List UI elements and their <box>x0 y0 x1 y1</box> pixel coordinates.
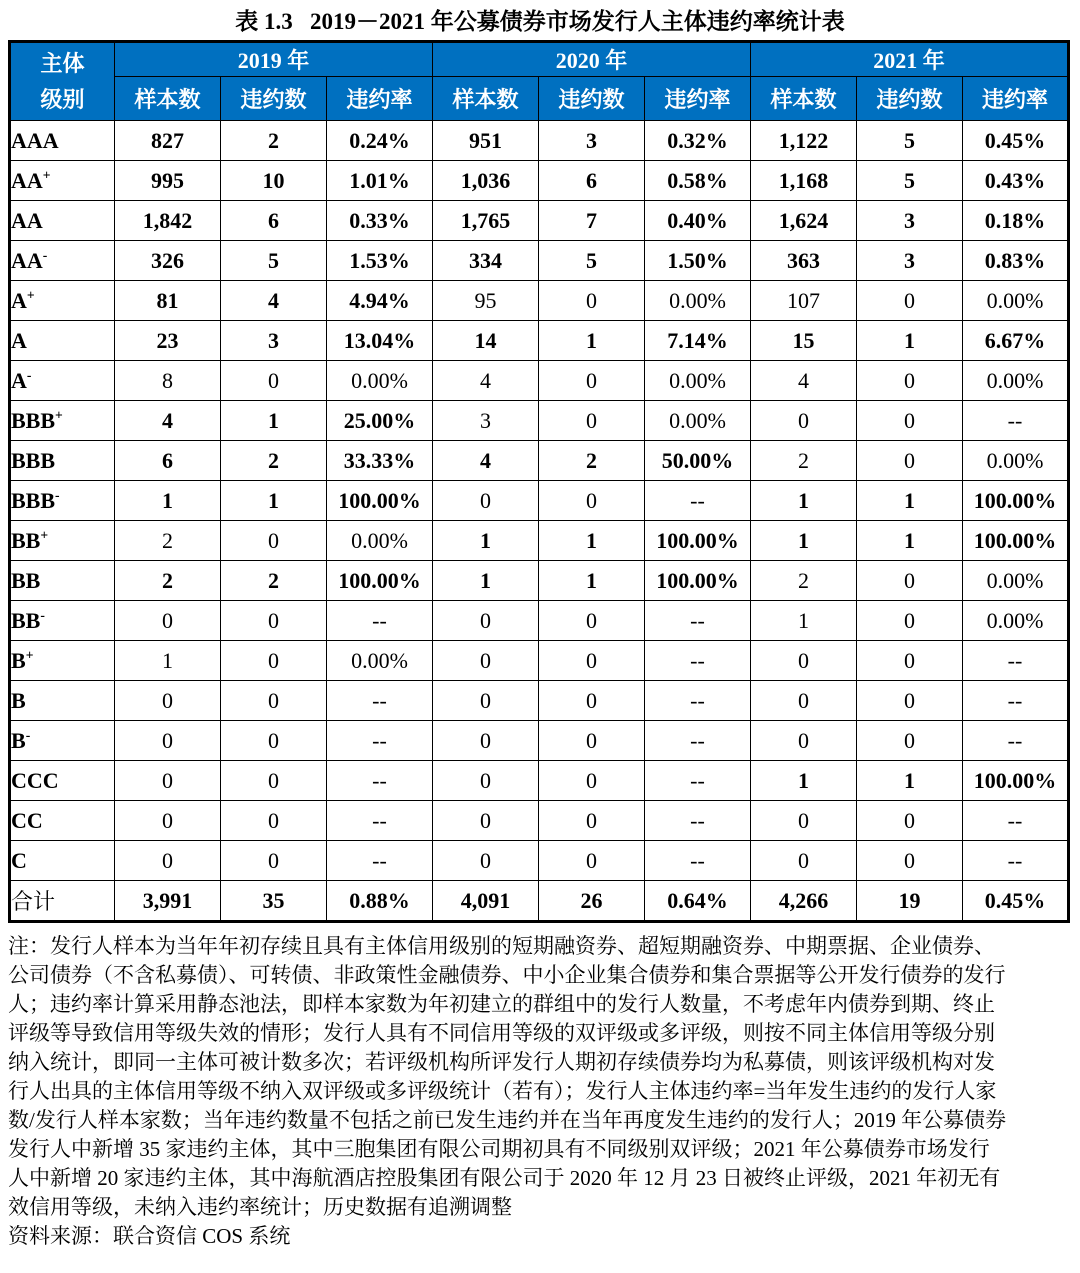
table-row <box>10 641 1069 681</box>
defaults-cell: 1 <box>539 321 645 361</box>
rating-label: CCC <box>10 761 115 801</box>
year-header-2019: 2019 年 <box>115 42 433 77</box>
sample-cell: 0 <box>115 841 221 881</box>
table-row <box>10 361 1069 401</box>
defaults-cell: 2 <box>221 121 327 161</box>
defaults-cell: 0 <box>857 601 963 641</box>
sample-cell: 3 <box>433 401 539 441</box>
default-rate-table <box>8 40 1070 923</box>
rate-cell: 0.00% <box>963 441 1069 481</box>
rate-cell: -- <box>327 761 433 801</box>
sample-cell: 827 <box>115 121 221 161</box>
defaults-cell: 0 <box>221 641 327 681</box>
defaults-cell: 1 <box>539 561 645 601</box>
sample-cell: 23 <box>115 321 221 361</box>
rate-cell: 0.00% <box>645 361 751 401</box>
table-row <box>10 201 1069 241</box>
defaults-cell: 7 <box>539 201 645 241</box>
rating-label: A+ <box>10 281 115 321</box>
level-header-line1: 主体 <box>40 50 85 76</box>
rate-cell: 6.67% <box>963 321 1069 361</box>
rate-cell: 0.00% <box>645 281 751 321</box>
defaults-cell: 0 <box>857 721 963 761</box>
sample-cell: 0 <box>751 801 857 841</box>
rate-cell: 0.33% <box>327 201 433 241</box>
defaults-cell: 2 <box>221 441 327 481</box>
defaults-cell: 6 <box>221 201 327 241</box>
rate-cell: 0.00% <box>645 401 751 441</box>
rate-cell: -- <box>645 721 751 761</box>
note-line: 效信用等级，未纳入违约率统计；历史数据有追溯调整 <box>8 1195 512 1219</box>
rate-cell: -- <box>645 761 751 801</box>
defaults-cell: 19 <box>857 881 963 922</box>
sample-cell: 2 <box>751 441 857 481</box>
sample-cell: 1,765 <box>433 201 539 241</box>
rating-superscript: + <box>40 527 49 543</box>
rate-cell: -- <box>327 801 433 841</box>
sample-cell: 0 <box>433 801 539 841</box>
rate-cell: 7.14% <box>645 321 751 361</box>
sample-cell: 0 <box>115 721 221 761</box>
rating-label: AA- <box>10 241 115 281</box>
rating-superscript: - <box>55 487 60 503</box>
rate-cell: 0.45% <box>963 121 1069 161</box>
rating-label: B+ <box>10 641 115 681</box>
defaults-cell: 0 <box>857 681 963 721</box>
sample-cell: 4 <box>433 441 539 481</box>
rating-label: BB+ <box>10 521 115 561</box>
sample-cell: 326 <box>115 241 221 281</box>
sample-cell: 81 <box>115 281 221 321</box>
rating-label: B <box>10 681 115 721</box>
sample-cell: 2 <box>751 561 857 601</box>
rate-cell: 0.64% <box>645 881 751 922</box>
rate-cell: 0.32% <box>645 121 751 161</box>
defaults-cell: 0 <box>857 641 963 681</box>
defaults-cell: 0 <box>539 641 645 681</box>
sub-column-header: 违约率 <box>327 77 433 121</box>
sub-header-row <box>10 77 1069 121</box>
rate-cell: -- <box>963 401 1069 441</box>
sample-cell: 1,036 <box>433 161 539 201</box>
sample-cell: 0 <box>751 841 857 881</box>
rate-cell: 100.00% <box>645 521 751 561</box>
sample-cell: 0 <box>433 761 539 801</box>
rate-cell: 0.00% <box>327 361 433 401</box>
defaults-cell: 35 <box>221 881 327 922</box>
rate-cell: 0.00% <box>963 601 1069 641</box>
rating-superscript: - <box>42 247 48 263</box>
year-header-row <box>10 42 1069 77</box>
defaults-cell: 0 <box>539 281 645 321</box>
sample-cell: 15 <box>751 321 857 361</box>
sample-cell: 1,624 <box>751 201 857 241</box>
rate-cell: -- <box>645 681 751 721</box>
sample-cell: 0 <box>433 681 539 721</box>
sample-cell: 334 <box>433 241 539 281</box>
sample-cell: 1 <box>115 641 221 681</box>
rating-superscript: + <box>55 407 63 423</box>
rate-cell: 100.00% <box>963 761 1069 801</box>
rate-cell: -- <box>963 641 1069 681</box>
defaults-cell: 1 <box>221 401 327 441</box>
note-line: 公司债券（不含私募债）、可转债、非政策性金融债券、中小企业集合债券和集合票据等公开发行债券的发行 <box>8 963 1006 987</box>
table-row <box>10 321 1069 361</box>
sample-cell: 1,168 <box>751 161 857 201</box>
table-row <box>10 681 1069 721</box>
sample-cell: 3,991 <box>115 881 221 922</box>
rate-cell: 100.00% <box>963 481 1069 521</box>
sub-column-header: 违约率 <box>963 77 1069 121</box>
rate-cell: 4.94% <box>327 281 433 321</box>
defaults-cell: 1 <box>539 521 645 561</box>
rate-cell: 100.00% <box>963 521 1069 561</box>
rating-label: BB <box>10 561 115 601</box>
defaults-cell: 0 <box>221 601 327 641</box>
rate-cell: 0.00% <box>327 521 433 561</box>
defaults-cell: 0 <box>857 561 963 601</box>
rating-label: BB- <box>10 601 115 641</box>
defaults-cell: 5 <box>857 161 963 201</box>
rating-superscript: - <box>25 727 31 743</box>
sample-cell: 107 <box>751 281 857 321</box>
sample-cell: 4 <box>751 361 857 401</box>
rating-superscript: + <box>42 167 51 183</box>
rate-cell: 33.33% <box>327 441 433 481</box>
rate-cell: -- <box>963 681 1069 721</box>
sample-cell: 1,122 <box>751 121 857 161</box>
defaults-cell: 0 <box>539 681 645 721</box>
table-row <box>10 841 1069 881</box>
note-line: 数/发行人样本家数；当年违约数量不包括之前已发生违约并在当年再度发生违约的发行人；2019 年公募债券 <box>8 1108 1007 1132</box>
table-row <box>10 761 1069 801</box>
rate-cell: -- <box>645 801 751 841</box>
rate-cell: 0.00% <box>963 361 1069 401</box>
defaults-cell: 0 <box>857 401 963 441</box>
rating-label: BBB+ <box>10 401 115 441</box>
defaults-cell: 0 <box>221 681 327 721</box>
sample-cell: 4 <box>433 361 539 401</box>
table-title: 表 1.3 2019－2021 年公募债券市场发行人主体违约率统计表 <box>235 9 845 34</box>
sample-cell: 1 <box>433 521 539 561</box>
defaults-cell: 0 <box>539 361 645 401</box>
sample-cell: 8 <box>115 361 221 401</box>
sample-cell: 995 <box>115 161 221 201</box>
rate-cell: 0.58% <box>645 161 751 201</box>
defaults-cell: 0 <box>221 521 327 561</box>
defaults-cell: 0 <box>539 841 645 881</box>
rating-label: A <box>10 321 115 361</box>
rate-cell: -- <box>963 721 1069 761</box>
table-body <box>10 121 1069 922</box>
defaults-cell: 0 <box>539 721 645 761</box>
rating-label: AA+ <box>10 161 115 201</box>
defaults-cell: 0 <box>221 841 327 881</box>
sample-cell: 0 <box>751 641 857 681</box>
defaults-cell: 2 <box>539 441 645 481</box>
rating-label: 合计 <box>10 881 115 922</box>
rating-label: A- <box>10 361 115 401</box>
table-header <box>10 42 1069 121</box>
sample-cell: 1 <box>433 561 539 601</box>
rating-label: C <box>10 841 115 881</box>
sample-cell: 0 <box>433 601 539 641</box>
note-line: 纳入统计，即同一主体可被计数多次；若评级机构所评发行人期初存续债券均为私募债，则该评级机构对发 <box>8 1050 995 1074</box>
sample-cell: 2 <box>115 561 221 601</box>
table-row <box>10 721 1069 761</box>
rate-cell: -- <box>645 841 751 881</box>
defaults-cell: 10 <box>221 161 327 201</box>
sample-cell: 0 <box>115 601 221 641</box>
sample-cell: 0 <box>433 641 539 681</box>
rating-label: BBB <box>10 441 115 481</box>
table-row <box>10 521 1069 561</box>
rating-label: CC <box>10 801 115 841</box>
table-row <box>10 801 1069 841</box>
sample-cell: 1,842 <box>115 201 221 241</box>
defaults-cell: 3 <box>857 241 963 281</box>
rating-label: B- <box>10 721 115 761</box>
level-header-line2: 级别 <box>40 86 85 112</box>
defaults-cell: 5 <box>539 241 645 281</box>
defaults-cell: 5 <box>221 241 327 281</box>
table-row <box>10 601 1069 641</box>
rating-label: AAA <box>10 121 115 161</box>
rate-cell: 100.00% <box>645 561 751 601</box>
defaults-cell: 3 <box>539 121 645 161</box>
sample-cell: 1 <box>751 481 857 521</box>
rating-superscript: + <box>26 287 35 303</box>
sample-cell: 2 <box>115 521 221 561</box>
note-line: 人；违约率计算采用静态池法，即样本家数为年初建立的群组中的发行人数量，不考虑年内债券到期、终止 <box>8 992 995 1016</box>
rate-cell: 0.40% <box>645 201 751 241</box>
table-row <box>10 281 1069 321</box>
defaults-cell: 0 <box>221 761 327 801</box>
sub-column-header: 违约数 <box>221 77 327 121</box>
sample-cell: 951 <box>433 121 539 161</box>
rate-cell: 0.45% <box>963 881 1069 922</box>
defaults-cell: 0 <box>539 601 645 641</box>
defaults-cell: 1 <box>857 521 963 561</box>
rate-cell: -- <box>327 601 433 641</box>
table-note <box>8 932 1072 1222</box>
sample-cell: 6 <box>115 441 221 481</box>
rate-cell: 0.43% <box>963 161 1069 201</box>
rate-cell: 0.18% <box>963 201 1069 241</box>
rate-cell: 0.24% <box>327 121 433 161</box>
defaults-cell: 2 <box>221 561 327 601</box>
defaults-cell: 1 <box>857 321 963 361</box>
sample-cell: 363 <box>751 241 857 281</box>
defaults-cell: 1 <box>857 761 963 801</box>
sample-cell: 0 <box>433 841 539 881</box>
defaults-cell: 0 <box>221 361 327 401</box>
year-header-2020: 2020 年 <box>433 42 751 77</box>
table-row <box>10 401 1069 441</box>
defaults-cell: 0 <box>221 801 327 841</box>
rate-cell: -- <box>327 681 433 721</box>
sample-cell: 0 <box>433 721 539 761</box>
defaults-cell: 0 <box>857 801 963 841</box>
rate-cell: 50.00% <box>645 441 751 481</box>
sample-cell: 0 <box>751 721 857 761</box>
rate-cell: 1.50% <box>645 241 751 281</box>
rate-cell: -- <box>327 841 433 881</box>
sample-cell: 4,266 <box>751 881 857 922</box>
rate-cell: 0.00% <box>327 641 433 681</box>
rate-cell: 0.00% <box>963 561 1069 601</box>
defaults-cell: 0 <box>857 441 963 481</box>
sample-cell: 0 <box>751 401 857 441</box>
note-line: 评级等导致信用等级失效的情形；发行人具有不同信用等级的双评级或多评级，则按不同主体信用等级分别 <box>8 1021 995 1045</box>
sample-cell: 0 <box>751 681 857 721</box>
defaults-cell: 1 <box>221 481 327 521</box>
defaults-cell: 5 <box>857 121 963 161</box>
rate-cell: -- <box>327 721 433 761</box>
defaults-cell: 0 <box>539 401 645 441</box>
table-row <box>10 241 1069 281</box>
rate-cell: -- <box>645 481 751 521</box>
total-row <box>10 881 1069 922</box>
table-row <box>10 161 1069 201</box>
note-line: 注：发行人样本为当年年初存续且具有主体信用级别的短期融资券、超短期融资券、中期票据、企业债券、 <box>8 934 995 958</box>
rating-label: AA <box>10 201 115 241</box>
defaults-cell: 1 <box>857 481 963 521</box>
rating-superscript: + <box>25 647 34 663</box>
defaults-cell: 4 <box>221 281 327 321</box>
defaults-cell: 26 <box>539 881 645 922</box>
defaults-cell: 0 <box>539 481 645 521</box>
sub-column-header: 违约数 <box>857 77 963 121</box>
defaults-cell: 3 <box>221 321 327 361</box>
rate-cell: -- <box>645 601 751 641</box>
note-line: 人中新增 20 家违约主体，其中海航酒店控股集团有限公司于 2020 年 12 月 23 日被终止评级，2021 年初无有 <box>8 1166 1001 1190</box>
rate-cell: 0.00% <box>963 281 1069 321</box>
sub-column-header: 样本数 <box>751 77 857 121</box>
sub-column-header: 违约率 <box>645 77 751 121</box>
defaults-cell: 0 <box>221 721 327 761</box>
sample-cell: 1 <box>751 761 857 801</box>
rate-cell: 0.83% <box>963 241 1069 281</box>
defaults-cell: 6 <box>539 161 645 201</box>
sample-cell: 1 <box>751 521 857 561</box>
table-row <box>10 441 1069 481</box>
rate-cell: 0.88% <box>327 881 433 922</box>
rate-cell: 1.53% <box>327 241 433 281</box>
rating-superscript: - <box>26 367 32 383</box>
table-row <box>10 121 1069 161</box>
rate-cell: -- <box>963 841 1069 881</box>
defaults-cell: 3 <box>857 201 963 241</box>
defaults-cell: 0 <box>539 801 645 841</box>
rate-cell: -- <box>645 641 751 681</box>
rate-cell: 13.04% <box>327 321 433 361</box>
rate-cell: 100.00% <box>327 481 433 521</box>
sample-cell: 4,091 <box>433 881 539 922</box>
table-row <box>10 561 1069 601</box>
sample-cell: 4 <box>115 401 221 441</box>
rating-label: BBB- <box>10 481 115 521</box>
rate-cell: -- <box>963 801 1069 841</box>
defaults-cell: 0 <box>857 361 963 401</box>
rate-cell: 25.00% <box>327 401 433 441</box>
sample-cell: 0 <box>115 681 221 721</box>
sample-cell: 14 <box>433 321 539 361</box>
defaults-cell: 0 <box>539 761 645 801</box>
rate-cell: 1.01% <box>327 161 433 201</box>
sample-cell: 95 <box>433 281 539 321</box>
sub-column-header: 样本数 <box>115 77 221 121</box>
source-line: 资料来源：联合资信 COS 系统 <box>8 1224 291 1248</box>
table-row <box>10 481 1069 521</box>
level-column-header <box>10 42 115 121</box>
sample-cell: 1 <box>115 481 221 521</box>
sample-cell: 0 <box>115 761 221 801</box>
rate-cell: 100.00% <box>327 561 433 601</box>
year-header-2021: 2021 年 <box>751 42 1069 77</box>
sample-cell: 0 <box>433 481 539 521</box>
sub-column-header: 样本数 <box>433 77 539 121</box>
sub-column-header: 违约数 <box>539 77 645 121</box>
defaults-cell: 0 <box>857 281 963 321</box>
note-line: 行人出具的主体信用等级不纳入双评级或多评级统计（若有）；发行人主体违约率=当年发生违约的发行人家 <box>8 1079 997 1103</box>
note-line: 发行人中新增 35 家违约主体，其中三胞集团有限公司期初具有不同级别双评级；2021 年公募债券市场发行 <box>8 1137 990 1161</box>
sample-cell: 1 <box>751 601 857 641</box>
defaults-cell: 0 <box>857 841 963 881</box>
sample-cell: 0 <box>115 801 221 841</box>
rating-superscript: - <box>40 607 45 623</box>
